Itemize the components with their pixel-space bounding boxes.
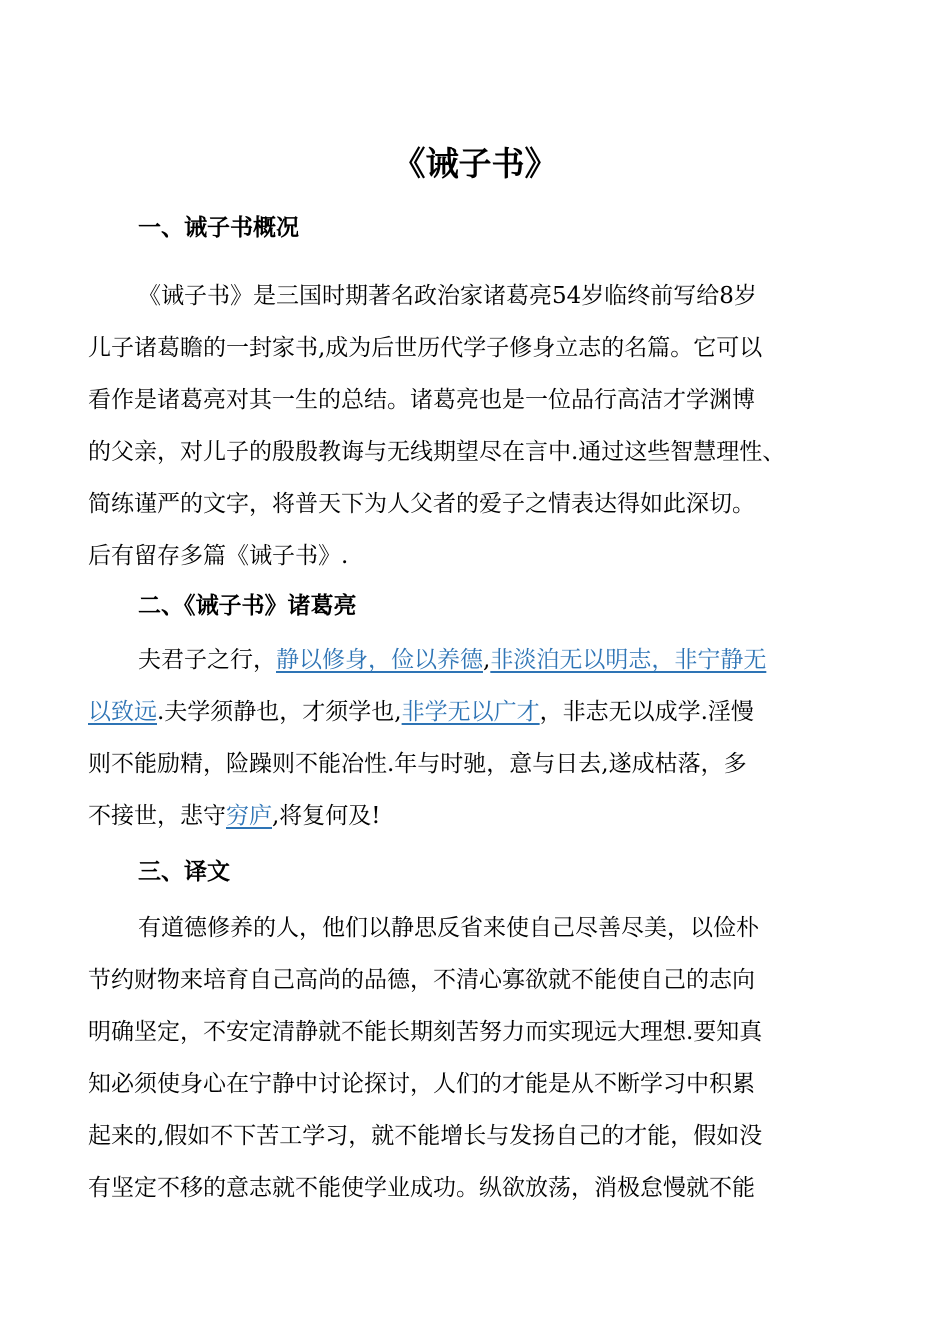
section-original-text-paragraph — [88, 634, 888, 842]
hyperlink-fei-xue-wu-yi-guang-cai[interactable]: 非学无以广才 — [401, 699, 540, 725]
paragraph-line: 有道德修养的人，他们以静思反省来使自己尽善尽美，以俭朴 — [138, 915, 759, 941]
paragraph-line: 明确坚定，不安定清静就不能长期刻苦努力而实现远大理想.要知真 — [88, 1019, 763, 1045]
hyperlink-yi-zhi-yuan[interactable]: 以致远 — [88, 699, 157, 725]
hyperlink-fei-dan-bo[interactable]: 非淡泊无以明志，非宁静无 — [490, 647, 767, 673]
paragraph-line: 简练谨严的文字，将普天下为人父者的爱子之情表达得如此深切。 — [88, 491, 755, 517]
paragraph-line: 的父亲，对儿子的殷殷教诲与无线期望尽在言中.通过这些智慧理性、 — [88, 439, 786, 465]
paragraph-line — [88, 738, 888, 790]
section-heading-original-text: 二、《诫子书》诸葛亮 — [138, 593, 357, 619]
paragraph-line: 起来的,假如不下苦工学习，就不能增长与发扬自己的才能，假如没 — [88, 1123, 763, 1149]
text-run: ，非志无以成学.淫慢 — [539, 699, 754, 725]
paragraph-line: 知必须使身心在宁静中讨论探讨，人们的才能是从不断学习中积累 — [88, 1071, 755, 1097]
text-run: 夫君子之行， — [138, 647, 276, 673]
paragraph-line — [88, 686, 888, 738]
hyperlink-jing-yi-xiu-shen[interactable]: 静以修身，俭以养德 — [276, 647, 483, 673]
paragraph-line: 看作是诸葛亮对其一生的总结。诸葛亮也是一位品行高洁才学渊博 — [88, 387, 755, 413]
section-heading-translation: 三、译文 — [138, 859, 230, 885]
paragraph-line: 儿子诸葛瞻的一封家书,成为后世历代学子修身立志的名篇。它可以 — [88, 335, 763, 361]
paragraph-line — [88, 634, 888, 686]
text-run: , — [483, 647, 491, 673]
hyperlink-qiong-lu[interactable]: 穷庐 — [226, 803, 272, 829]
text-run: 不接世，悲守 — [88, 803, 226, 829]
paragraph-line: 《诫子书》是三国时期著名政治家诸葛亮54岁临终前写给8岁 — [138, 283, 757, 309]
paragraph-line: 后有留存多篇《诫子书》. — [88, 543, 349, 569]
text-run: ,将复何及! — [272, 803, 381, 829]
paragraph-line: 节约财物来培育自己高尚的品德，不清心寡欲就不能使自己的志向 — [88, 967, 755, 993]
paragraph-line: 有坚定不移的意志就不能使学业成功。纵欲放荡，消极怠慢就不能 — [88, 1175, 755, 1201]
text-run: 则不能励精，险躁则不能冶性.年与时驰，意与日去,遂成枯落，多 — [88, 751, 747, 777]
section-heading-overview: 一、诫子书概况 — [138, 215, 299, 241]
text-run: .夫学须静也，才须学也, — [157, 699, 402, 725]
section-overview-paragraph — [88, 270, 888, 582]
paragraph-line — [88, 790, 888, 842]
document-title: 《诫子书》 — [392, 144, 558, 183]
section-translation-paragraph — [88, 902, 888, 1214]
